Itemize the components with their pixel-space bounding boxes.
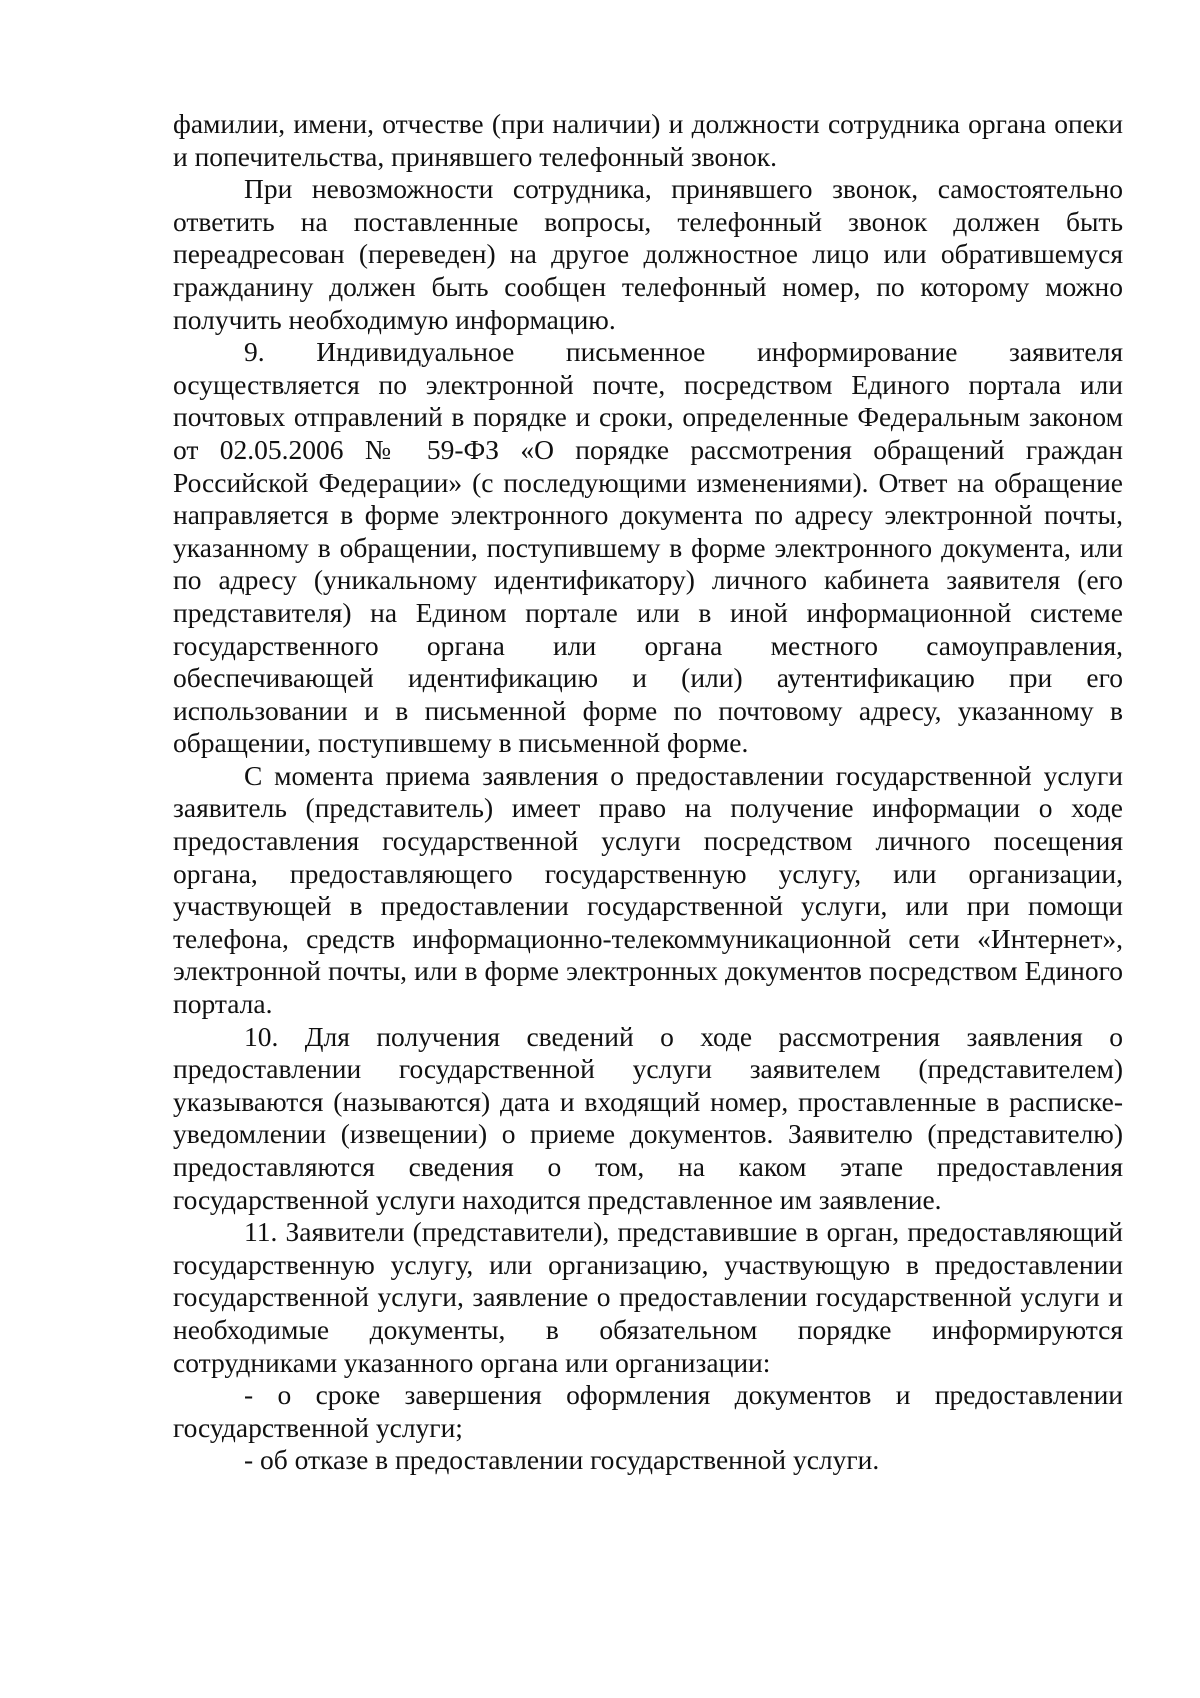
list-item-refusal: - об отказе в предоставлении государственной услуги. [244, 1444, 880, 1476]
list-item-deadline: - о сроке завершения оформления документов и предоставлении государственной услуги; [173, 1379, 1123, 1443]
paragraph-phone-redirect: При невозможности сотрудника, принявшего звонок, самостоятельно ответить на поставленные вопросы, телефонный звонок должен быть переадресован (переведен) на другое должностное лицо или обратившемуся гражданину должен быть сообщен телефонный номер, по которому можно получить необходимую информацию. [173, 173, 1123, 335]
paragraph-item-11: 11. Заявители (представители), представившие в орган, предоставляющий государственную услугу, или организацию, участвующую в предоставлении государственной услуги, заявление о предоставлении государственной услуги и необходимые документы, в обязательном порядке информируются сотрудниками указанного органа или организации: [173, 1216, 1123, 1378]
paragraph-item-9: 9. Индивидуальное письменное информирование заявителя осуществляется по электронной почте, посредством Единого портала или почтовых отправлений в порядке и сроки, определенные Федеральным законом от 02.05.2006 № 59-ФЗ «О порядке рассмотрения обращений граждан Российской Федерации» (с последующими изменениями). Ответ на обращение направляется в форме электронного документа по адресу электронной почты, указанному в обращении, поступившему в форме электронного документа, или по адресу (уникальному идентификатору) личного кабинета заявителя (его представителя) на Едином портале или в иной информационной системе государственного органа или органа местного самоуправления, обеспечивающей идентификацию и (или) аутентификацию при его использовании и в письменной форме по почтовому адресу, указанному в обращении, поступившему в письменной форме. [173, 336, 1123, 759]
document-body [173, 108, 1123, 1477]
paragraph-application-status-info: С момента приема заявления о предоставлении государственной услуги заявитель (представитель) имеет право на получение информации о ходе предоставления государственной услуги посредством личного посещения органа, предоставляющего государственную услугу, или организации, участвующей в предоставлении государственной услуги, или при помощи телефона, средств информационно-телекоммуникационной сети «Интернет», электронной почты, или в форме электронных документов посредством Единого портала. [173, 759, 1123, 1020]
paragraph-continuation: фамилии, имени, отчестве (при наличии) и должности сотрудника органа опеки и попечительства, принявшего телефонный звонок. [173, 108, 1123, 172]
paragraph-item-10: 10. Для получения сведений о ходе рассмотрения заявления о предоставлении государственной услуги заявителем (представителем) указываются (называются) дата и входящий номер, проставленные в расписке-уведомлении (извещении) о приеме документов. Заявителю (представителю) предоставляются сведения о том, на каком этапе предоставления государственной услуги находится представленное им заявление. [173, 1020, 1123, 1215]
